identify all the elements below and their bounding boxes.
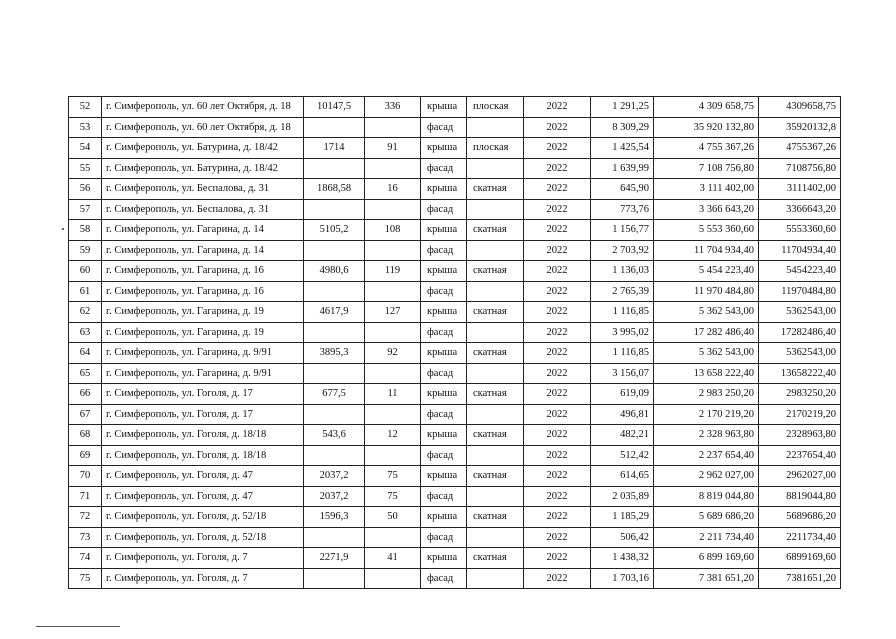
total-cost-cell: 7 108 756,80: [654, 158, 759, 179]
table-row: [69, 363, 841, 384]
row-number: 63: [69, 322, 102, 343]
roof-type-cell: [467, 527, 524, 548]
roof-type-cell: [467, 281, 524, 302]
total-cost-cell: 5 362 543,00: [654, 302, 759, 323]
unit-cost-cell: 1 136,03: [591, 261, 654, 282]
unit-cost-cell: 496,81: [591, 404, 654, 425]
sum-cell: 11970484,80: [759, 281, 841, 302]
year-cell: 2022: [524, 138, 591, 159]
element-cell: крыша: [421, 466, 467, 487]
address-cell: г. Симферополь, ул. Батурина, д. 18/42: [102, 138, 304, 159]
year-cell: 2022: [524, 199, 591, 220]
address-cell: г. Симферополь, ул. Гагарина, д. 9/91: [102, 343, 304, 364]
count-cell: 91: [365, 138, 421, 159]
element-cell: фасад: [421, 158, 467, 179]
table-row: [69, 117, 841, 138]
address-cell: г. Симферополь, ул. Батурина, д. 18/42: [102, 158, 304, 179]
year-cell: 2022: [524, 384, 591, 405]
total-cost-cell: 13 658 222,40: [654, 363, 759, 384]
unit-cost-cell: 1 156,77: [591, 220, 654, 241]
roof-type-cell: скатная: [467, 179, 524, 200]
address-cell: г. Симферополь, ул. Беспалова, д. 31: [102, 179, 304, 200]
total-cost-cell: 35 920 132,80: [654, 117, 759, 138]
roof-type-cell: [467, 199, 524, 220]
year-cell: 2022: [524, 548, 591, 569]
total-cost-cell: 11 704 934,40: [654, 240, 759, 261]
unit-cost-cell: 1 703,16: [591, 568, 654, 589]
element-cell: фасад: [421, 527, 467, 548]
table-row: [69, 568, 841, 589]
count-cell: [365, 363, 421, 384]
roof-type-cell: скатная: [467, 302, 524, 323]
sum-cell: 2962027,00: [759, 466, 841, 487]
address-cell: г. Симферополь, ул. Гоголя, д. 18/18: [102, 425, 304, 446]
sum-cell: 4755367,26: [759, 138, 841, 159]
roof-type-cell: [467, 322, 524, 343]
unit-cost-cell: 506,42: [591, 527, 654, 548]
roof-type-cell: [467, 568, 524, 589]
sum-cell: 4309658,75: [759, 97, 841, 118]
element-cell: крыша: [421, 343, 467, 364]
element-cell: крыша: [421, 138, 467, 159]
year-cell: 2022: [524, 425, 591, 446]
count-cell: [365, 404, 421, 425]
area-cell: [304, 363, 365, 384]
row-number: 73: [69, 527, 102, 548]
unit-cost-cell: 512,42: [591, 445, 654, 466]
sum-cell: 2170219,20: [759, 404, 841, 425]
row-number: 56: [69, 179, 102, 200]
table-row: [69, 158, 841, 179]
table-row: [69, 466, 841, 487]
sum-cell: 5454223,40: [759, 261, 841, 282]
total-cost-cell: 2 170 219,20: [654, 404, 759, 425]
year-cell: 2022: [524, 261, 591, 282]
total-cost-cell: 5 689 686,20: [654, 507, 759, 528]
roof-type-cell: скатная: [467, 507, 524, 528]
element-cell: фасад: [421, 117, 467, 138]
year-cell: 2022: [524, 466, 591, 487]
total-cost-cell: 2 237 654,40: [654, 445, 759, 466]
row-number: 74: [69, 548, 102, 569]
count-cell: 16: [365, 179, 421, 200]
address-cell: г. Симферополь, ул. 60 лет Октября, д. 18: [102, 97, 304, 118]
count-cell: 12: [365, 425, 421, 446]
sum-cell: 3366643,20: [759, 199, 841, 220]
sum-cell: 8819044,80: [759, 486, 841, 507]
element-cell: крыша: [421, 179, 467, 200]
count-cell: [365, 199, 421, 220]
sum-cell: 2237654,40: [759, 445, 841, 466]
roof-type-cell: [467, 363, 524, 384]
row-number: 60: [69, 261, 102, 282]
total-cost-cell: 2 983 250,20: [654, 384, 759, 405]
sum-cell: 2328963,80: [759, 425, 841, 446]
year-cell: 2022: [524, 363, 591, 384]
table-row: [69, 486, 841, 507]
row-number: 69: [69, 445, 102, 466]
area-cell: 3895,3: [304, 343, 365, 364]
area-cell: [304, 404, 365, 425]
table-row: [69, 179, 841, 200]
address-cell: г. Симферополь, ул. Гагарина, д. 19: [102, 322, 304, 343]
table-row: [69, 240, 841, 261]
row-number: 68: [69, 425, 102, 446]
year-cell: 2022: [524, 240, 591, 261]
area-cell: 2037,2: [304, 486, 365, 507]
area-cell: [304, 445, 365, 466]
roof-type-cell: [467, 404, 524, 425]
unit-cost-cell: 773,76: [591, 199, 654, 220]
unit-cost-cell: 3 156,07: [591, 363, 654, 384]
works-table: [68, 96, 841, 589]
table-row: [69, 220, 841, 241]
roof-type-cell: скатная: [467, 425, 524, 446]
year-cell: 2022: [524, 568, 591, 589]
year-cell: 2022: [524, 302, 591, 323]
unit-cost-cell: 1 116,85: [591, 302, 654, 323]
count-cell: [365, 527, 421, 548]
total-cost-cell: 17 282 486,40: [654, 322, 759, 343]
area-cell: 10147,5: [304, 97, 365, 118]
year-cell: 2022: [524, 507, 591, 528]
table-row: [69, 138, 841, 159]
count-cell: [365, 322, 421, 343]
sum-cell: 7108756,80: [759, 158, 841, 179]
element-cell: крыша: [421, 97, 467, 118]
sum-cell: 5362543,00: [759, 343, 841, 364]
total-cost-cell: 2 211 734,40: [654, 527, 759, 548]
sum-cell: 35920132,8: [759, 117, 841, 138]
address-cell: г. Симферополь, ул. Беспалова, д. 31: [102, 199, 304, 220]
total-cost-cell: 2 328 963,80: [654, 425, 759, 446]
sum-cell: 5553360,60: [759, 220, 841, 241]
sum-cell: 7381651,20: [759, 568, 841, 589]
table-row: [69, 322, 841, 343]
unit-cost-cell: 1 425,54: [591, 138, 654, 159]
element-cell: фасад: [421, 445, 467, 466]
table-row: [69, 343, 841, 364]
sum-cell: 6899169,60: [759, 548, 841, 569]
year-cell: 2022: [524, 486, 591, 507]
unit-cost-cell: 2 765,39: [591, 281, 654, 302]
unit-cost-cell: 2 703,92: [591, 240, 654, 261]
total-cost-cell: 11 970 484,80: [654, 281, 759, 302]
element-cell: фасад: [421, 199, 467, 220]
area-cell: 543,6: [304, 425, 365, 446]
sum-cell: 3111402,00: [759, 179, 841, 200]
element-cell: фасад: [421, 281, 467, 302]
address-cell: г. Симферополь, ул. 60 лет Октября, д. 18: [102, 117, 304, 138]
count-cell: 92: [365, 343, 421, 364]
row-number: 55: [69, 158, 102, 179]
unit-cost-cell: 1 639,99: [591, 158, 654, 179]
address-cell: г. Симферополь, ул. Гоголя, д. 17: [102, 404, 304, 425]
roof-type-cell: [467, 445, 524, 466]
address-cell: г. Симферополь, ул. Гоголя, д. 47: [102, 466, 304, 487]
sum-cell: 2983250,20: [759, 384, 841, 405]
element-cell: фасад: [421, 363, 467, 384]
sum-cell: 17282486,40: [759, 322, 841, 343]
count-cell: 11: [365, 384, 421, 405]
element-cell: крыша: [421, 507, 467, 528]
area-cell: 1714: [304, 138, 365, 159]
row-number: 64: [69, 343, 102, 364]
area-cell: 4617,9: [304, 302, 365, 323]
year-cell: 2022: [524, 220, 591, 241]
row-number: 65: [69, 363, 102, 384]
element-cell: фасад: [421, 568, 467, 589]
total-cost-cell: 5 362 543,00: [654, 343, 759, 364]
year-cell: 2022: [524, 179, 591, 200]
scan-artifact: [62, 228, 64, 230]
total-cost-cell: 3 366 643,20: [654, 199, 759, 220]
count-cell: [365, 240, 421, 261]
unit-cost-cell: 482,21: [591, 425, 654, 446]
table-row: [69, 199, 841, 220]
roof-type-cell: скатная: [467, 466, 524, 487]
area-cell: [304, 568, 365, 589]
table-row: [69, 527, 841, 548]
sum-cell: 13658222,40: [759, 363, 841, 384]
element-cell: крыша: [421, 302, 467, 323]
unit-cost-cell: 1 116,85: [591, 343, 654, 364]
total-cost-cell: 4 309 658,75: [654, 97, 759, 118]
row-number: 58: [69, 220, 102, 241]
roof-type-cell: плоская: [467, 138, 524, 159]
table-row: [69, 384, 841, 405]
address-cell: г. Симферополь, ул. Гоголя, д. 17: [102, 384, 304, 405]
address-cell: г. Симферополь, ул. Гагарина, д. 14: [102, 240, 304, 261]
row-number: 52: [69, 97, 102, 118]
element-cell: крыша: [421, 220, 467, 241]
table-row: [69, 302, 841, 323]
total-cost-cell: 8 819 044,80: [654, 486, 759, 507]
table-row: [69, 97, 841, 118]
roof-type-cell: скатная: [467, 261, 524, 282]
year-cell: 2022: [524, 97, 591, 118]
table-row: [69, 507, 841, 528]
row-number: 61: [69, 281, 102, 302]
table-row: [69, 548, 841, 569]
sum-cell: 5689686,20: [759, 507, 841, 528]
unit-cost-cell: 619,09: [591, 384, 654, 405]
year-cell: 2022: [524, 343, 591, 364]
total-cost-cell: 5 553 360,60: [654, 220, 759, 241]
year-cell: 2022: [524, 322, 591, 343]
address-cell: г. Симферополь, ул. Гагарина, д. 16: [102, 261, 304, 282]
sum-cell: 11704934,40: [759, 240, 841, 261]
count-cell: 41: [365, 548, 421, 569]
sum-cell: 2211734,40: [759, 527, 841, 548]
row-number: 71: [69, 486, 102, 507]
address-cell: г. Симферополь, ул. Гоголя, д. 47: [102, 486, 304, 507]
unit-cost-cell: 645,90: [591, 179, 654, 200]
element-cell: крыша: [421, 425, 467, 446]
total-cost-cell: 7 381 651,20: [654, 568, 759, 589]
area-cell: [304, 158, 365, 179]
year-cell: 2022: [524, 527, 591, 548]
year-cell: 2022: [524, 404, 591, 425]
address-cell: г. Симферополь, ул. Гагарина, д. 19: [102, 302, 304, 323]
roof-type-cell: [467, 158, 524, 179]
row-number: 70: [69, 466, 102, 487]
total-cost-cell: 5 454 223,40: [654, 261, 759, 282]
area-cell: 677,5: [304, 384, 365, 405]
count-cell: 108: [365, 220, 421, 241]
element-cell: фасад: [421, 404, 467, 425]
count-cell: [365, 158, 421, 179]
unit-cost-cell: 614,65: [591, 466, 654, 487]
element-cell: фасад: [421, 240, 467, 261]
table-row: [69, 404, 841, 425]
row-number: 75: [69, 568, 102, 589]
element-cell: фасад: [421, 322, 467, 343]
address-cell: г. Симферополь, ул. Гоголя, д. 52/18: [102, 507, 304, 528]
element-cell: крыша: [421, 384, 467, 405]
row-number: 54: [69, 138, 102, 159]
area-cell: [304, 240, 365, 261]
element-cell: крыша: [421, 261, 467, 282]
address-cell: г. Симферополь, ул. Гагарина, д. 16: [102, 281, 304, 302]
area-cell: 5105,2: [304, 220, 365, 241]
table-row: [69, 281, 841, 302]
count-cell: 75: [365, 466, 421, 487]
row-number: 66: [69, 384, 102, 405]
roof-type-cell: [467, 486, 524, 507]
unit-cost-cell: 1 291,25: [591, 97, 654, 118]
area-cell: [304, 117, 365, 138]
row-number: 57: [69, 199, 102, 220]
unit-cost-cell: 1 438,32: [591, 548, 654, 569]
year-cell: 2022: [524, 158, 591, 179]
count-cell: [365, 568, 421, 589]
count-cell: 127: [365, 302, 421, 323]
unit-cost-cell: 8 309,29: [591, 117, 654, 138]
area-cell: [304, 281, 365, 302]
count-cell: [365, 281, 421, 302]
row-number: 62: [69, 302, 102, 323]
area-cell: 2037,2: [304, 466, 365, 487]
total-cost-cell: 6 899 169,60: [654, 548, 759, 569]
row-number: 53: [69, 117, 102, 138]
area-cell: 2271,9: [304, 548, 365, 569]
count-cell: 75: [365, 486, 421, 507]
unit-cost-cell: 2 035,89: [591, 486, 654, 507]
count-cell: 119: [365, 261, 421, 282]
roof-type-cell: [467, 117, 524, 138]
area-cell: 1596,3: [304, 507, 365, 528]
roof-type-cell: скатная: [467, 343, 524, 364]
count-cell: [365, 445, 421, 466]
roof-type-cell: скатная: [467, 220, 524, 241]
address-cell: г. Симферополь, ул. Гоголя, д. 18/18: [102, 445, 304, 466]
element-cell: крыша: [421, 548, 467, 569]
total-cost-cell: 3 111 402,00: [654, 179, 759, 200]
roof-type-cell: скатная: [467, 384, 524, 405]
total-cost-cell: 4 755 367,26: [654, 138, 759, 159]
area-cell: 4980,6: [304, 261, 365, 282]
area-cell: [304, 199, 365, 220]
address-cell: г. Симферополь, ул. Гоголя, д. 52/18: [102, 527, 304, 548]
address-cell: г. Симферополь, ул. Гоголя, д. 7: [102, 548, 304, 569]
table-row: [69, 261, 841, 282]
address-cell: г. Симферополь, ул. Гоголя, д. 7: [102, 568, 304, 589]
unit-cost-cell: 1 185,29: [591, 507, 654, 528]
count-cell: 336: [365, 97, 421, 118]
total-cost-cell: 2 962 027,00: [654, 466, 759, 487]
element-cell: фасад: [421, 486, 467, 507]
area-cell: [304, 322, 365, 343]
area-cell: 1868,58: [304, 179, 365, 200]
unit-cost-cell: 3 995,02: [591, 322, 654, 343]
table-row: [69, 425, 841, 446]
roof-type-cell: скатная: [467, 548, 524, 569]
roof-type-cell: плоская: [467, 97, 524, 118]
footer-divider: [36, 626, 120, 627]
sum-cell: 5362543,00: [759, 302, 841, 323]
row-number: 67: [69, 404, 102, 425]
row-number: 59: [69, 240, 102, 261]
table-body: [69, 97, 841, 589]
year-cell: 2022: [524, 445, 591, 466]
table-row: [69, 445, 841, 466]
year-cell: 2022: [524, 281, 591, 302]
count-cell: 50: [365, 507, 421, 528]
area-cell: [304, 527, 365, 548]
year-cell: 2022: [524, 117, 591, 138]
count-cell: [365, 117, 421, 138]
address-cell: г. Симферополь, ул. Гагарина, д. 9/91: [102, 363, 304, 384]
address-cell: г. Симферополь, ул. Гагарина, д. 14: [102, 220, 304, 241]
roof-type-cell: [467, 240, 524, 261]
row-number: 72: [69, 507, 102, 528]
